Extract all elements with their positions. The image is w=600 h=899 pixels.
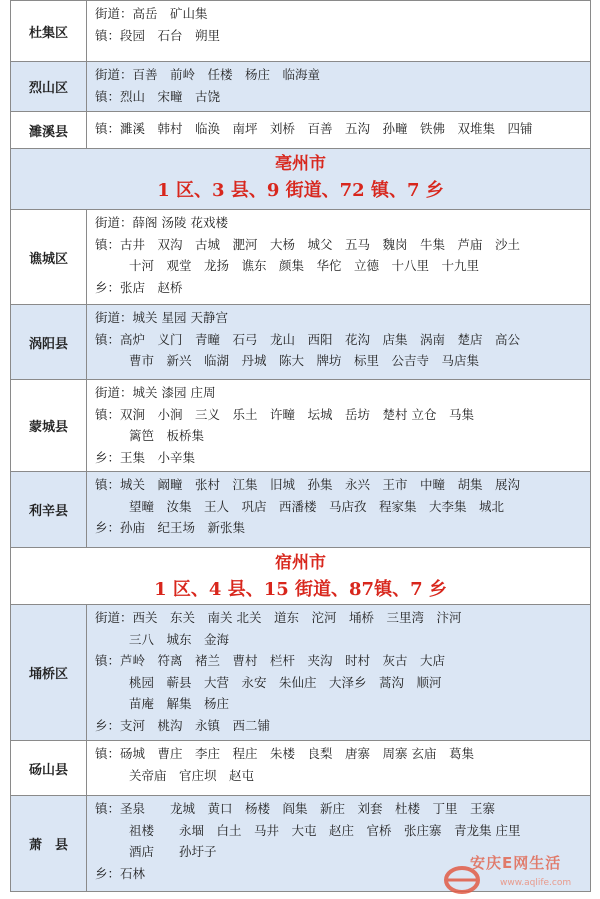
line-value: 王集 小辛集 — [120, 449, 196, 465]
line-value: 支河 桃沟 永镇 西二铺 — [120, 717, 271, 733]
district-name: 涡阳县 — [11, 305, 87, 379]
line-value: 古井 双沟 古城 淝河 大杨 城父 五马 魏岗 牛集 芦庙 沙土 — [120, 236, 521, 252]
line-value: 三八 城东 金海 — [129, 631, 230, 647]
line — [95, 3, 590, 25]
line — [95, 425, 590, 447]
line-value: 高炉 义门 青疃 石弓 龙山 西阳 花沟 店集 涡南 楚店 高公 — [120, 331, 521, 347]
line — [95, 650, 590, 672]
line — [95, 798, 590, 820]
district-content — [87, 1, 590, 61]
line-value: 城关 星园 天静宫 — [132, 310, 228, 325]
line — [95, 382, 590, 404]
city-title: 宿州市 — [275, 553, 326, 573]
city-title: 亳州市 — [275, 154, 326, 174]
line-value: 薛阁 汤陵 花戏楼 — [132, 215, 228, 230]
line — [95, 277, 590, 299]
line — [95, 64, 590, 86]
line — [95, 672, 590, 694]
line — [95, 329, 590, 351]
table-row — [10, 210, 591, 305]
line-value: 十河 观堂 龙扬 谯东 颜集 华佗 立德 十八里 十九里 — [129, 258, 480, 273]
district-content — [87, 605, 590, 740]
line — [95, 715, 590, 737]
line-value: 圣泉 龙城 黄口 杨楼 阎集 新庄 刘套 杜楼 丁里 王寨 — [120, 801, 496, 816]
table-row — [10, 0, 591, 62]
line-value: 孙庙 纪王场 新张集 — [120, 520, 246, 535]
line-value: 烈山 宋疃 古饶 — [120, 88, 221, 104]
line-value: 城关 漆园 庄周 — [132, 385, 216, 400]
line — [95, 517, 590, 539]
line-value: 篱笆 板桥集 — [129, 428, 205, 443]
line — [95, 447, 590, 469]
line — [95, 765, 590, 787]
line-label: 镇： — [95, 331, 121, 347]
line — [95, 255, 590, 277]
table-row — [10, 62, 591, 112]
line — [95, 404, 590, 426]
line-label: 镇： — [95, 27, 121, 43]
line-value: 双涧 小涧 三义 乐土 许疃 坛城 岳坊 楚村 立仓 马集 — [120, 406, 474, 422]
table-row — [10, 472, 591, 548]
line — [95, 234, 590, 256]
line-label: 街道： — [95, 215, 133, 230]
line — [95, 118, 590, 140]
district-name: 埇桥区 — [11, 605, 87, 740]
line-label: 镇： — [95, 406, 121, 422]
line-value: 西关 东关 南关 北关 道东 沱河 埇桥 三里湾 汴河 — [132, 610, 462, 625]
line-label: 镇： — [95, 121, 121, 136]
line-label: 街道： — [95, 610, 133, 625]
line-value: 百善 前岭 任楼 杨庄 临海童 — [132, 67, 321, 82]
line-label: 乡： — [95, 449, 121, 465]
line-label: 镇： — [95, 88, 121, 104]
table-row — [10, 605, 591, 741]
line-label: 街道： — [95, 385, 133, 400]
district-name: 杜集区 — [11, 1, 87, 61]
line-value: 段园 石台 朔里 — [120, 27, 221, 43]
district-content — [87, 112, 590, 148]
line — [95, 25, 590, 47]
watermark-text: 安庆E网生活 — [470, 854, 562, 872]
line — [95, 496, 590, 518]
line-label: 镇： — [95, 477, 121, 492]
city-header — [10, 149, 591, 210]
city-summary: 1 区、3 县、9 街道、72 镇、7 乡 — [157, 180, 444, 201]
line-value: 曹市 新兴 临湖 丹城 陈大 牌坊 标里 公吉寺 马店集 — [129, 353, 480, 368]
line-value: 桃园 蕲县 大营 永安 朱仙庄 大泽乡 蒿沟 顺河 — [129, 674, 442, 690]
line-value: 高岳 矿山集 — [132, 6, 208, 21]
line — [95, 693, 590, 715]
line-label: 镇： — [95, 801, 121, 816]
district-content — [87, 380, 590, 471]
line-label: 街道： — [95, 67, 133, 82]
line-label: 镇： — [95, 746, 121, 761]
line-value: 城关 阚疃 张村 江集 旧城 孙集 永兴 王市 中疃 胡集 展沟 — [120, 477, 521, 492]
line — [95, 629, 590, 651]
city-header — [10, 548, 591, 605]
table-row — [10, 741, 591, 796]
district-content — [87, 210, 590, 304]
line-value: 张店 赵桥 — [120, 279, 183, 295]
line-value: 濉溪 韩村 临涣 南坪 刘桥 百善 五沟 孙疃 铁佛 双堆集 四铺 — [120, 121, 533, 136]
line — [95, 307, 590, 329]
line-label: 乡： — [95, 520, 121, 535]
line-label: 镇： — [95, 653, 121, 668]
line — [95, 86, 590, 108]
line-value: 酒店 孙圩子 — [129, 844, 217, 859]
line — [95, 743, 590, 765]
line — [95, 820, 590, 842]
table-row — [10, 380, 591, 472]
line-value: 祖楼 永堌 白土 马井 大屯 赵庄 官桥 张庄寨 青龙集 庄里 — [129, 822, 521, 838]
district-content — [87, 741, 590, 795]
table-row — [10, 112, 591, 149]
district-name: 濉溪县 — [11, 112, 87, 148]
line-label: 乡： — [95, 865, 121, 881]
district-content — [87, 305, 590, 379]
district-name: 萧 县 — [11, 796, 87, 891]
line-label: 乡： — [95, 717, 121, 733]
line-value: 望疃 汝集 王人 巩店 西潘楼 马店孜 程家集 大李集 城北 — [129, 498, 505, 514]
city-summary: 1 区、4 县、15 街道、87镇、7 乡 — [154, 579, 447, 600]
district-content — [87, 472, 590, 547]
line — [95, 607, 590, 629]
line — [95, 212, 590, 234]
line — [95, 350, 590, 372]
line-value: 石林 — [120, 865, 146, 881]
line-label: 街道： — [95, 6, 133, 21]
district-name: 烈山区 — [11, 62, 87, 111]
district-name: 砀山县 — [11, 741, 87, 795]
district-name: 利辛县 — [11, 472, 87, 547]
line-value: 芦岭 符离 褚兰 曹村 栏杆 夹沟 时村 灰古 大店 — [120, 653, 446, 668]
line-label: 乡： — [95, 279, 121, 295]
line — [95, 474, 590, 496]
line-value: 砀城 曹庄 李庄 程庄 朱楼 良梨 唐寨 周寨 玄庙 葛集 — [120, 746, 474, 761]
table-row — [10, 305, 591, 380]
line-value: 苗庵 解集 杨庄 — [129, 696, 230, 711]
line-label: 街道： — [95, 310, 133, 325]
district-content — [87, 62, 590, 111]
line-value: 关帝庙 官庄坝 赵屯 — [129, 767, 255, 783]
district-name: 谯城区 — [11, 210, 87, 304]
watermark-url: www.aqlife.com — [500, 878, 572, 888]
district-name: 蒙城县 — [11, 380, 87, 471]
line-label: 镇： — [95, 236, 121, 252]
